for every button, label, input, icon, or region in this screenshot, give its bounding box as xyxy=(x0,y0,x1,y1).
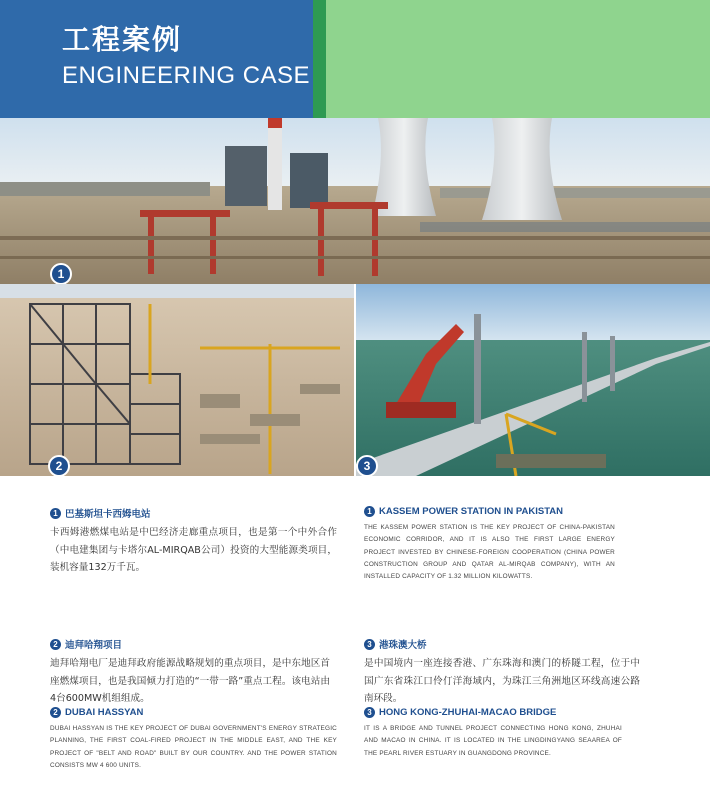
power-station-photo xyxy=(0,118,710,284)
case-bridge-en xyxy=(364,707,622,760)
case-heading xyxy=(364,637,640,651)
case-dubai-en xyxy=(50,707,337,772)
case-heading xyxy=(50,506,337,520)
case-kassem-cn xyxy=(50,506,337,577)
case-title: KASSEM POWER STATION IN PAKISTAN xyxy=(379,506,564,517)
page-title-en: ENGINEERING CASE xyxy=(62,62,311,89)
case-number-badge: 1 xyxy=(364,506,375,517)
header-accent-strip xyxy=(313,0,326,118)
case-title: 迪拜哈翔项目 xyxy=(65,640,123,651)
case-number-badge: 2 xyxy=(50,707,61,718)
header-green-panel xyxy=(326,0,710,118)
case-body: DUBAI HASSYAN IS THE KEY PROJECT OF DUBAI GOVERNMENT'S ENERGY STRATEGIC PLANNING, THE FIRST COAL-FIRED PROJECT IN THE MIDDLE EAST, AND THE KEY PROJECT OF "BELT AND ROAD" BUILT BY OUR COUNTRY. AND THE POWER STATION CONSISTS MW 4 600 UNITS. xyxy=(50,725,337,769)
case-bridge-cn xyxy=(364,637,640,708)
photo-number-3: 3 xyxy=(356,455,378,476)
case-body: 是中国境内一座连接香港、广东珠海和澳门的桥隧工程，位于中国广东省珠江口伶仃洋海域内，为珠江三角洲地区环线高速公路南环段。 xyxy=(364,658,640,704)
photo-number-1: 1 xyxy=(50,263,72,284)
case-heading xyxy=(50,707,337,718)
case-heading xyxy=(364,707,622,718)
case-kassem-en xyxy=(364,506,615,583)
bridge-construction-photo xyxy=(356,284,710,476)
case-number-badge: 1 xyxy=(50,508,61,519)
case-number-badge: 3 xyxy=(364,639,375,650)
case-number-badge: 2 xyxy=(50,639,61,650)
case-title: 巴基斯坦卡西姆电站 xyxy=(65,509,151,520)
case-heading xyxy=(50,637,330,651)
page-title-cn: 工程案例 xyxy=(62,23,183,56)
construction-site-photo xyxy=(0,284,354,476)
case-title: 港珠澳大桥 xyxy=(379,640,427,651)
case-heading xyxy=(364,506,615,517)
case-number-badge: 3 xyxy=(364,707,375,718)
case-title: HONG KONG-ZHUHAI-MACAO BRIDGE xyxy=(379,707,557,718)
case-body: IT IS A BRIDGE AND TUNNEL PROJECT CONNECTING HONG KONG, ZHUHAI AND MACAO IN CHINA. IT IS LOCATED IN THE LINGDINGYANG SEAAREA OF THE PEARL RIVER ESTUARY IN GUANGDONG PROVINCE. xyxy=(364,725,622,757)
photo-number-2: 2 xyxy=(48,455,70,476)
case-body: 卡西姆港燃煤电站是中巴经济走廊重点项目，也是第一个中外合作（中电建集团与卡塔尔AL-MIRQAB公司）投资的大型能源类项目，装机容量132万千瓦。 xyxy=(50,527,337,573)
case-body: 迪拜哈翔电厂是迪拜政府能源战略规划的重点项目，是中东地区首座燃煤项目，也是我国倾力打造的“一带一路”重点工程。该电站由4台600MW机组组成。 xyxy=(50,658,330,704)
case-title: DUBAI HASSYAN xyxy=(65,707,144,718)
case-dubai-cn xyxy=(50,637,330,708)
case-body: THE KASSEM POWER STATION IS THE KEY PROJECT OF CHINA-PAKISTAN ECONOMIC CORRIDOR, AND IT IS ALSO THE FIRST LARGE ENERGY PROJECT INVESTED BY CHINESE-FOREIGN COOPERATION (CHINA POWER CONSTRUCTION GROUP AND QATAR AL-MIRQAB COMPANY), WITH AN INSTALLED CAPACITY OF 1.32 MILLION KILOWATTS. xyxy=(364,524,615,581)
